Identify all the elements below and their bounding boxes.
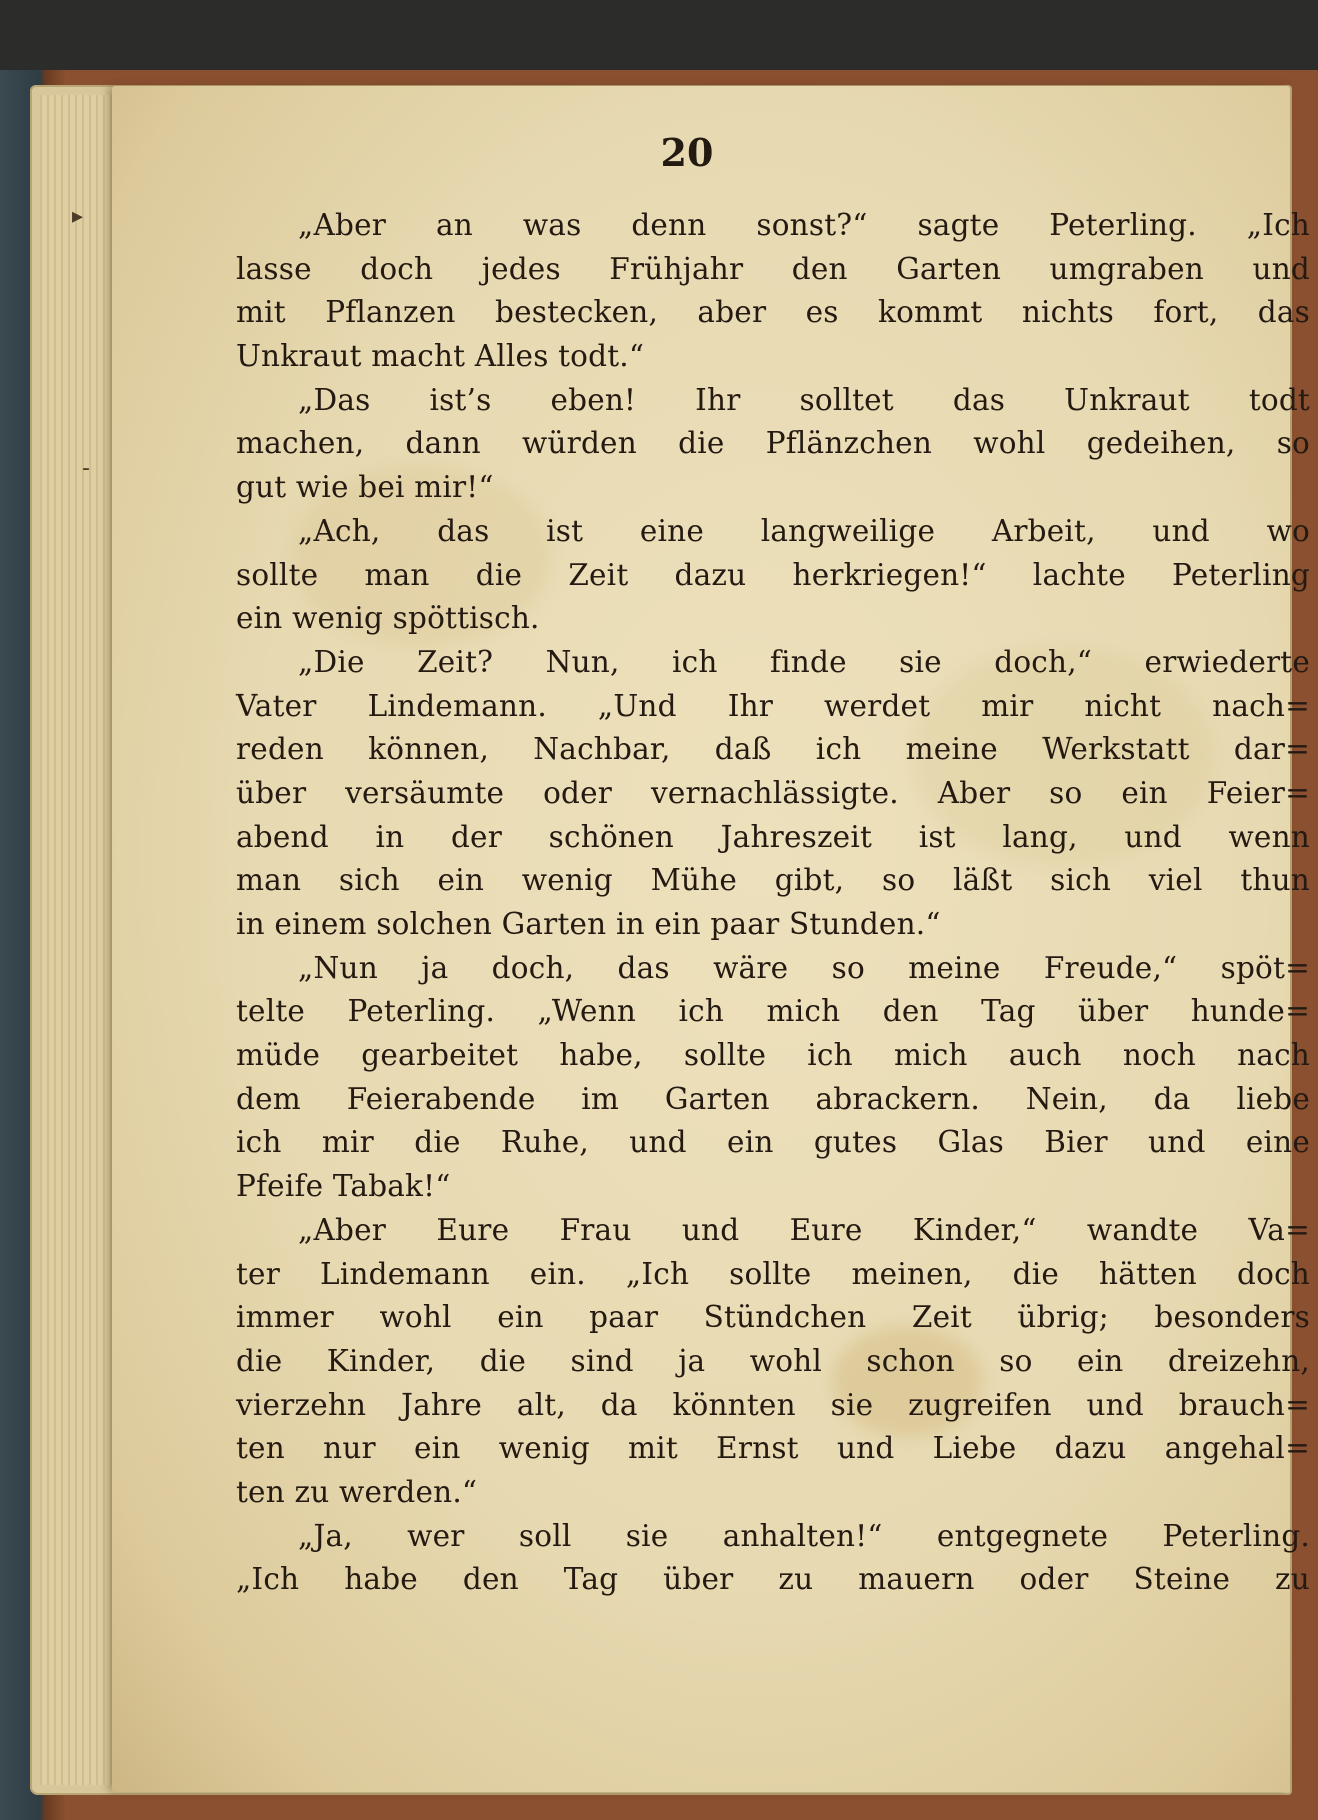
text-line: ich mir die Ruhe, und ein gutes Glas Bier und eine [236, 1125, 1310, 1160]
text-line: Vater Lindemann. „Und Ihr werdet mir nicht nach= [236, 688, 1310, 723]
text-line: immer wohl ein paar Stündchen Zeit übrig; besonders [236, 1300, 1310, 1335]
text-line: ten nur ein wenig mit Ernst und Liebe dazu angehal= [236, 1431, 1310, 1466]
text-line: „Ach, das ist eine langweilige Arbeit, und wo [298, 513, 1310, 548]
page-edges [40, 95, 120, 1785]
text-line: ein wenig spöttisch. [236, 601, 540, 636]
text-line: Pfeife Tabak!“ [236, 1169, 451, 1204]
book-page [72, 86, 1310, 1792]
text-line: sollte man die Zeit dazu herkriegen!“ lachte Peterling [236, 557, 1310, 592]
text-line: die Kinder, die sind ja wohl schon so ein dreizehn, [236, 1343, 1310, 1378]
text-line: ten zu werden.“ [236, 1474, 478, 1509]
text-line: über versäumte oder vernachlässigte. Aber so ein Feier= [236, 775, 1310, 810]
body-text [236, 204, 1310, 1602]
text-line: mit Pflanzen bestecken, aber es kommt nichts fort, das [236, 295, 1310, 330]
text-line: ter Lindemann ein. „Ich sollte meinen, die hätten doch [236, 1256, 1310, 1291]
text-line: telte Peterling. „Wenn ich mich den Tag über hunde= [236, 994, 1310, 1029]
text-line: man sich ein wenig Mühe gibt, so läßt sich viel thun [236, 863, 1310, 898]
text-line: „Die Zeit? Nun, ich finde sie doch,“ erwiederte [298, 644, 1310, 679]
text-line: in einem solchen Garten in ein paar Stunden.“ [236, 907, 941, 941]
page-number: 20 [660, 130, 714, 175]
text-line: müde gearbeitet habe, sollte ich mich auch noch nach [236, 1038, 1310, 1073]
text-line: reden können, Nachbar, daß ich meine Werkstatt dar= [236, 732, 1310, 767]
text-line: „Das ist’s eben! Ihr solltet das Unkraut todt [298, 382, 1310, 417]
text-line: „Aber Eure Frau und Eure Kinder,“ wandte Va= [298, 1212, 1310, 1247]
text-line: „Ja, wer soll sie anhalten!“ entgegnete Peterling. [298, 1518, 1310, 1553]
text-line: „Aber an was denn sonst?“ sagte Peterling. „Ich [298, 208, 1310, 242]
text-line: abend in der schönen Jahreszeit ist lang, und wenn [236, 819, 1310, 854]
text-line: machen, dann würden die Pflänzchen wohl gedeihen, so [236, 426, 1310, 461]
margin-mark: ▸ [72, 204, 84, 229]
text-line: „Nun ja doch, das wäre so meine Freude,“ spöt= [298, 950, 1310, 985]
text-line: „Ich habe den Tag über zu mauern oder Steine zu [236, 1562, 1310, 1597]
text-line: Unkraut macht Alles todt.“ [236, 339, 645, 374]
text-line: lasse doch jedes Frühjahr den Garten umgraben und [236, 251, 1310, 286]
text-line: dem Feierabende im Garten abrackern. Nein, da liebe [236, 1081, 1310, 1116]
text-line: gut wie bei mir!“ [236, 470, 494, 505]
text-line: vierzehn Jahre alt, da könnten sie zugreifen und brauch= [236, 1387, 1310, 1422]
margin-mark: - [82, 456, 90, 481]
